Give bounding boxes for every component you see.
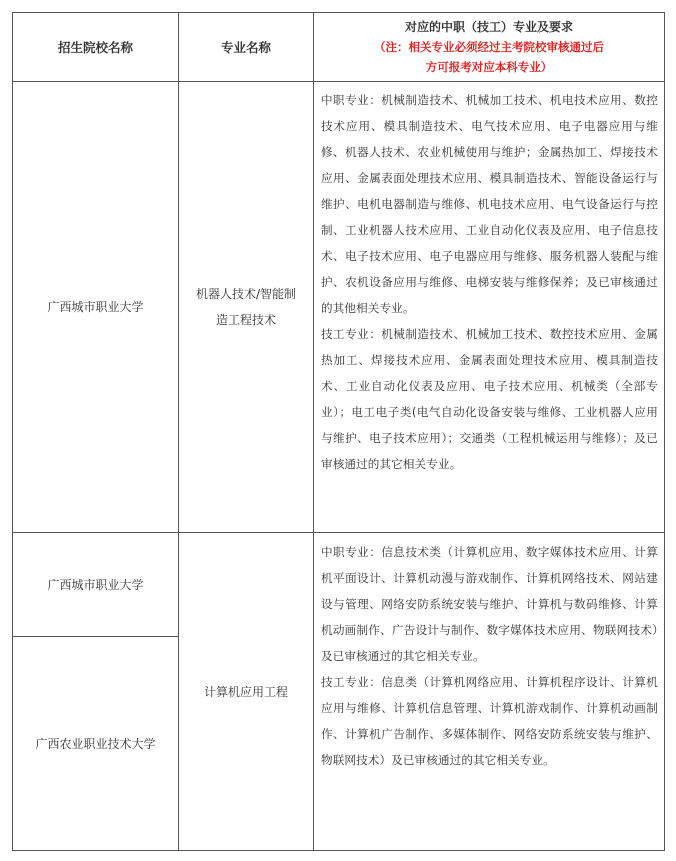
school-name: 广西农业职业技术大学 [35, 736, 156, 751]
header-school [13, 13, 178, 81]
header-requirement-note: （注：相关专业必须经过主考院校审核通过后 [374, 40, 604, 54]
header-requirement [314, 13, 664, 81]
header-requirement-title: 对应的中职（技工）专业及要求 [404, 20, 573, 34]
school-cell [13, 637, 178, 850]
jigong-requirements: 技工专业：信息类（计算机网络应用、计算机程序设计、计算机应用与维修、计算机信息管理、计算机游戏制作、计算机动画制作、计算机广告制作、多媒体制作、网络安防系统安装与维护、物联网技术）及已审核通过的其它相关专业。 [321, 675, 658, 767]
zhongzhi-requirements: 中职专业：信息技术类（计算机应用、数字媒体技术应用、计算机平面设计、计算机动漫与游戏制作、计算机网络技术、网站建设与管理、网络安防系统安装与维护、计算机与数码维修、计算机动画制作、广告设计与制作、数字媒体技术应用、物联网技术）及已审核通过的其它相关专业。 [321, 545, 658, 663]
jigong-requirements: 技工专业：机械制造技术、机械加工技术、数控技术应用、金属热加工、焊接技术应用、金属表面处理技术应用、模具制造技术、工业自动化仪表及应用、电子技术应用、机械类（全部专业）；电工电子类(电气自动化设备安装与维修、工业机器人应用与维护、电子技术应用）；交通类（工程机械运用与维修）；及已审核通过的其它相关专业。 [321, 327, 658, 471]
major-cell [179, 82, 313, 532]
admission-table [12, 12, 665, 851]
header-major-label: 专业名称 [220, 40, 271, 55]
header-major [179, 13, 313, 81]
zhongzhi-requirements: 中职专业：机械制造技术、机械加工技术、机电技术应用、数控技术应用、模具制造技术、电气技术应用、电子电器应用与维修、机器人技术、农业机械使用与维护；金属热加工、焊接技术应用、金属表面处理技术应用、模具制造技术、智能设备运行与维护、电机电器制造与维修、机电技术应用、电气设备运行与控制、工业机器人技术应用、工业自动化仪表及应用、电子信息技术、电子技术应用、电子电器应用与维修、服务机器人装配与维护、农机设备应用与维修、电梯安装与维修保养；及已审核通过的其他相关专业。 [321, 93, 658, 315]
requirement-cell [314, 539, 664, 839]
school-cell [13, 82, 178, 532]
major-cell [179, 533, 313, 850]
header-requirement-note: 方可报考对应本科专业） [425, 60, 553, 74]
major-name: 机器人技术/智能制 [195, 287, 297, 301]
major-name: 造工程技术 [215, 313, 276, 327]
school-name: 广西城市职业大学 [47, 577, 144, 592]
major-name: 计算机应用工程 [203, 684, 288, 699]
header-school-label: 招生院校名称 [57, 40, 133, 55]
requirement-cell [314, 87, 664, 527]
school-cell [13, 533, 178, 636]
school-name: 广西城市职业大学 [47, 300, 144, 314]
